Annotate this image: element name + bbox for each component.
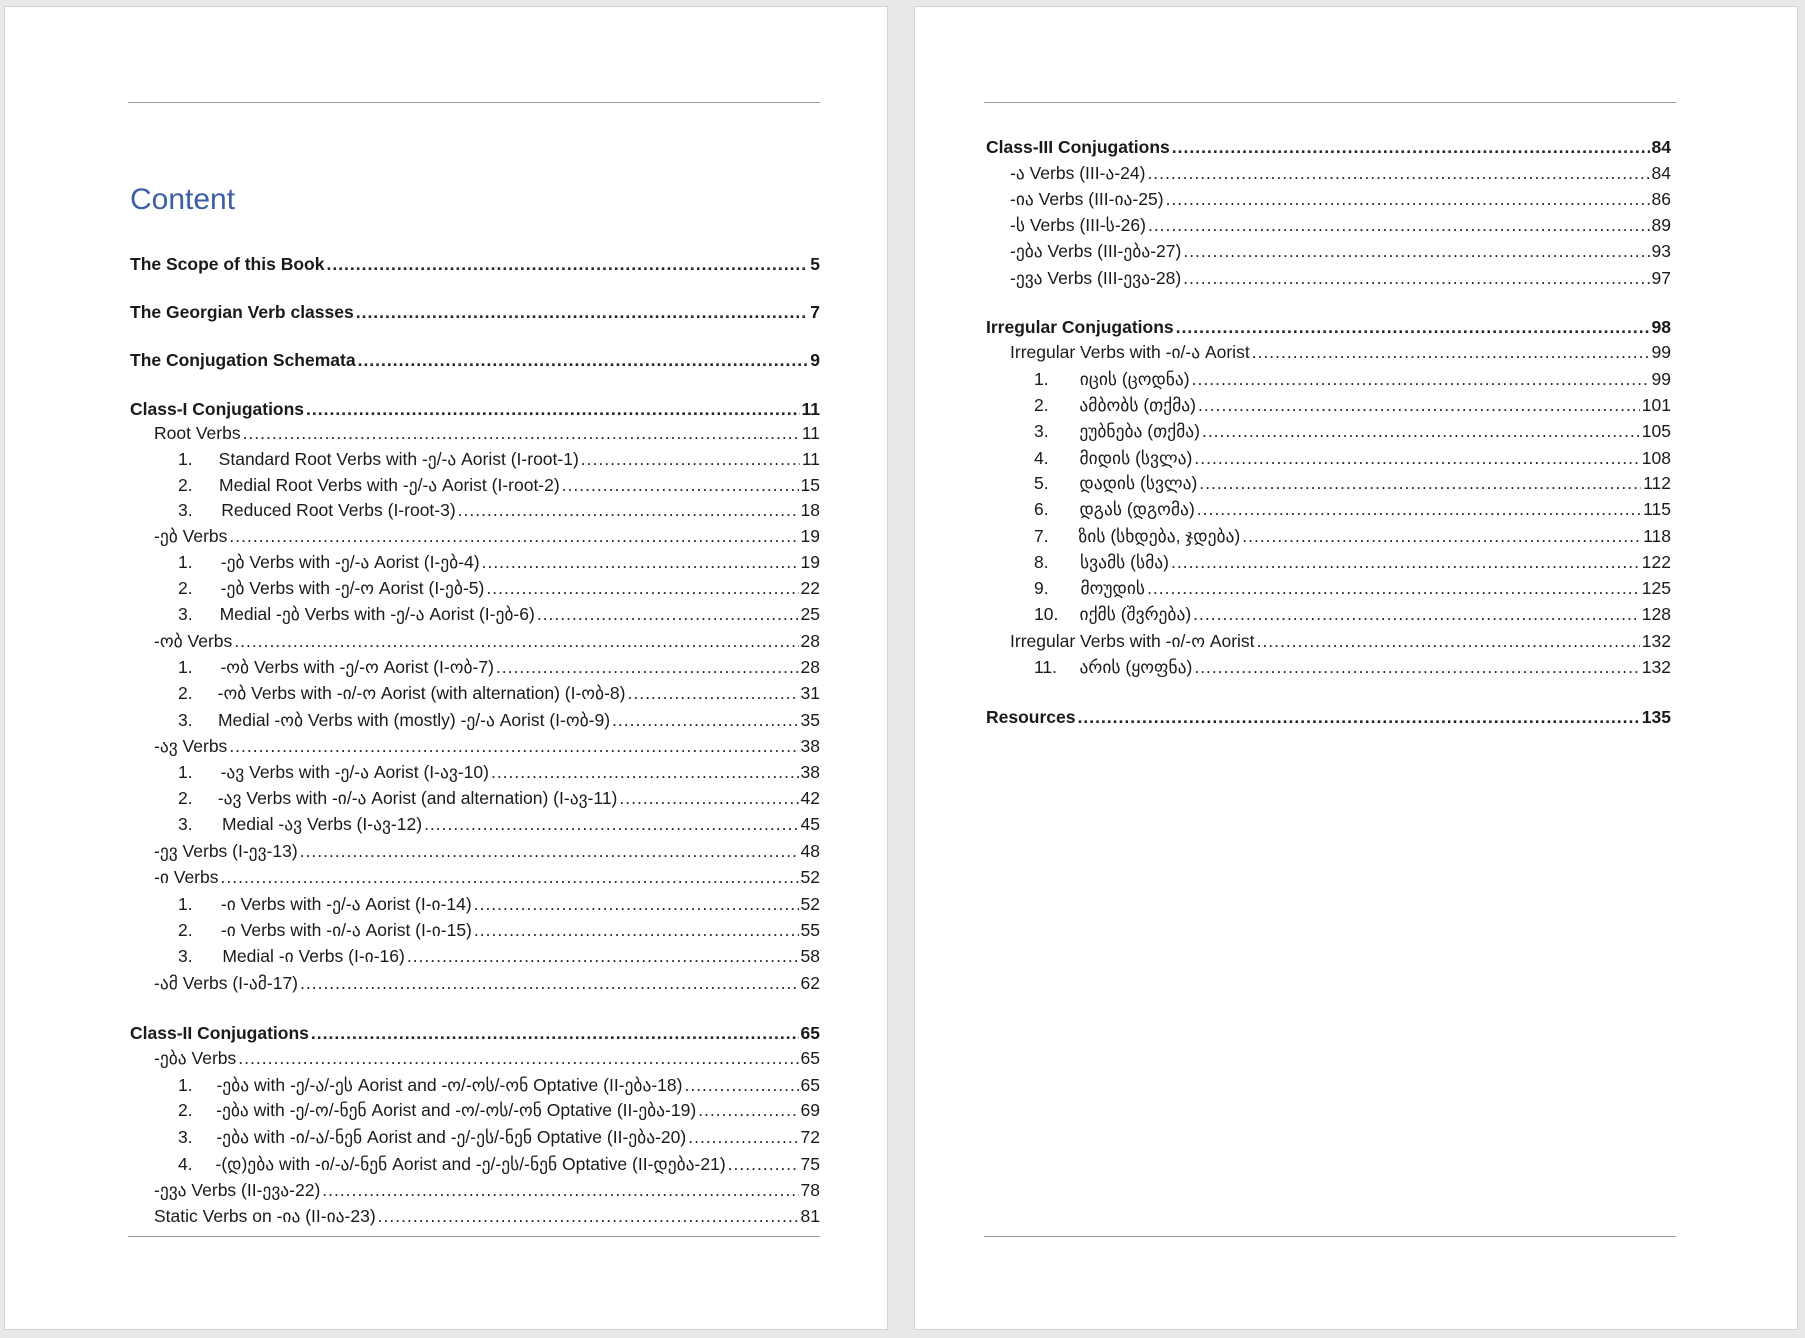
toc-page-number: 72	[800, 1127, 820, 1147]
dot-leader	[1183, 239, 1649, 263]
toc-entry-label: -ავ Verbs with -ე/-ა Aorist (I-ავ-10)	[220, 762, 489, 782]
toc-entry-label: Class-I Conjugations	[130, 399, 305, 419]
toc-page-number: 9	[810, 350, 820, 370]
toc-page-number: 97	[1651, 268, 1671, 288]
dot-leader	[1198, 393, 1640, 417]
toc-entry-number: 2.	[178, 920, 193, 940]
toc-entry[interactable]	[130, 865, 820, 889]
toc-entry-number: 1.	[178, 894, 193, 914]
toc-entry[interactable]	[130, 252, 820, 276]
dot-leader	[229, 524, 798, 548]
dot-leader	[1202, 419, 1640, 443]
toc-entry[interactable]	[130, 655, 820, 679]
toc-page-number: 18	[800, 500, 820, 520]
dot-leader	[458, 498, 799, 522]
toc-page-number: 58	[800, 946, 820, 966]
toc-page-number: 112	[1643, 473, 1671, 493]
dot-leader	[581, 447, 800, 471]
toc-entry[interactable]	[130, 550, 820, 574]
toc-entry-number: 7.	[1034, 526, 1049, 546]
toc-entry[interactable]	[130, 498, 820, 522]
dot-leader	[474, 892, 799, 916]
toc-entry-label: არის (ყოფნა)	[1079, 657, 1193, 677]
toc-page-number: 118	[1643, 526, 1671, 546]
toc-entry[interactable]	[986, 367, 1671, 391]
toc-entry[interactable]	[130, 300, 820, 324]
toc-entry-number: 4.	[178, 1154, 193, 1174]
toc-page-number: 28	[800, 657, 820, 677]
toc-entry[interactable]	[986, 393, 1671, 417]
toc-entry[interactable]	[130, 348, 820, 372]
dot-leader	[1193, 602, 1640, 626]
toc-entry[interactable]	[130, 708, 820, 732]
toc-entry[interactable]	[130, 839, 820, 863]
toc-entry[interactable]	[986, 340, 1671, 364]
footer-rule	[128, 1236, 820, 1237]
toc-entry-label: -ი Verbs with -ე/-ა Aorist (I-ი-14)	[220, 894, 472, 914]
toc-page-number: 45	[800, 814, 820, 834]
toc-page-number: 38	[800, 762, 820, 782]
toc-entry-label: Standard Root Verbs with -ე/-ა Aorist (I-root-1)	[218, 449, 579, 469]
toc-page-number: 101	[1641, 395, 1671, 415]
toc-page-number: 11	[801, 449, 820, 469]
toc-entry-number: 6.	[1034, 499, 1049, 519]
toc-page-number: 65	[800, 1048, 820, 1068]
toc-page-number: 52	[800, 867, 820, 887]
toc-entry-number: 2.	[178, 578, 193, 598]
toc-entry-label: მიდის (სვლა)	[1079, 448, 1193, 468]
toc-entry-number: 1.	[178, 657, 193, 677]
toc-entry[interactable]	[986, 524, 1671, 548]
toc-entry-label: The Georgian Verb classes	[130, 302, 354, 322]
toc-entry[interactable]	[130, 1178, 820, 1202]
toc-page-number: 35	[800, 710, 820, 730]
toc-entry-label: -ევა Verbs (II-ევა-22)	[154, 1180, 321, 1200]
toc-page-number: 108	[1641, 448, 1671, 468]
toc-entry-label: Irregular Verbs with -ი/-ო Aorist	[1010, 631, 1255, 651]
toc-entry-label: Irregular Verbs with -ი/-ა Aorist	[1010, 342, 1250, 362]
dot-leader	[1183, 266, 1649, 290]
toc-entry-number: 4.	[1034, 448, 1049, 468]
toc-entry[interactable]	[986, 705, 1671, 729]
toc-entry[interactable]	[130, 1098, 820, 1122]
toc-page-number: 132	[1641, 631, 1671, 651]
toc-entry-label: სვამს (სმა)	[1080, 552, 1169, 572]
dot-leader	[698, 1098, 798, 1122]
toc-entry-label: -ა Verbs (III-ა-24)	[1010, 163, 1146, 183]
page-title: Content	[130, 183, 236, 216]
toc-page-number: 5	[810, 254, 820, 274]
toc-entry[interactable]	[130, 812, 820, 836]
toc-entry-label: -ია Verbs (III-ია-25)	[1010, 189, 1164, 209]
dot-leader	[221, 865, 799, 889]
document-page-left	[4, 6, 888, 1330]
toc-entry-number: 1.	[1034, 369, 1049, 389]
toc-page-number: 11	[801, 423, 820, 443]
toc-entry-label: The Conjugation Schemata	[130, 350, 356, 370]
toc-entry-number: 10.	[1034, 604, 1059, 624]
toc-entry-label: -ავ Verbs	[154, 736, 228, 756]
toc-entry-number: 5.	[1034, 473, 1049, 493]
toc-page-number: 65	[800, 1075, 820, 1095]
toc-entry-label: Medial -ებ Verbs with -ე/-ა Aorist (I-ებ-6)	[219, 604, 535, 624]
toc-page-number: 25	[800, 604, 820, 624]
toc-entry-label: Medial Root Verbs with -ე/-ა Aorist (I-root-2)	[219, 475, 560, 495]
toc-entry-label: -ობ Verbs with -ე/-ო Aorist (I-ობ-7)	[220, 657, 494, 677]
toc-entry-label: მოუდის	[1080, 578, 1146, 598]
dot-leader	[1172, 135, 1650, 159]
toc-entry-label: -ება with -ე/-ო/-ნენ Aorist and -ო/-ოს/-ონ Optative (II-ება-19)	[216, 1100, 697, 1120]
dot-leader	[306, 397, 799, 421]
dot-leader	[474, 918, 799, 942]
toc-entry-label: -(დ)ება with -ი/-ა/-ნენ Aorist and -ე/-ეს/-ნენ Optative (II-დება-21)	[215, 1154, 726, 1174]
dot-leader	[358, 348, 809, 372]
toc-entry[interactable]	[130, 473, 820, 497]
toc-entry-number: 3.	[178, 604, 193, 624]
toc-entry[interactable]	[986, 419, 1671, 443]
dot-leader	[234, 629, 798, 653]
toc-entry-label: -ება Verbs	[154, 1048, 237, 1068]
toc-entry-label: იცის (ცოდნა)	[1079, 369, 1190, 389]
toc-entry[interactable]	[986, 187, 1671, 211]
toc-entry[interactable]	[986, 213, 1671, 237]
toc-page-number: 69	[800, 1100, 820, 1120]
toc-entry[interactable]	[130, 1204, 820, 1228]
toc-entry-label: -ობ Verbs with -ი/-ო Aorist (with alternation) (I-ობ-8)	[217, 683, 626, 703]
toc-entry-number: 8.	[1034, 552, 1049, 572]
dot-leader	[482, 550, 799, 574]
footer-rule	[984, 1236, 1676, 1237]
toc-page-number: 115	[1643, 499, 1671, 519]
toc-entry[interactable]	[130, 421, 820, 445]
toc-page-number: 125	[1641, 578, 1671, 598]
toc-entry-number: 2.	[178, 788, 193, 808]
toc-page-number: 99	[1651, 369, 1671, 389]
dot-leader	[496, 655, 799, 679]
dot-leader	[1242, 524, 1641, 548]
toc-entry[interactable]	[130, 524, 820, 548]
dot-leader	[1166, 187, 1650, 211]
dot-leader	[1252, 340, 1650, 364]
dot-leader	[407, 944, 799, 968]
toc-entry-number: 1.	[178, 1075, 193, 1095]
toc-entry-label: იქმს (შვრება)	[1079, 604, 1192, 624]
toc-entry-label: -ამ Verbs (I-ამ-17)	[154, 973, 298, 993]
toc-entry[interactable]	[130, 892, 820, 916]
toc-entry-label: -ავ Verbs with -ი/-ა Aorist (and alternation) (I-ავ-11)	[217, 788, 618, 808]
dot-leader	[1171, 550, 1640, 574]
toc-entry[interactable]	[986, 315, 1671, 339]
toc-page-number: 75	[800, 1154, 820, 1174]
toc-entry[interactable]	[130, 971, 820, 995]
toc-entry-number: 3.	[178, 814, 193, 834]
dot-leader	[238, 1046, 798, 1070]
dot-leader	[311, 1021, 799, 1045]
dot-leader	[537, 602, 799, 626]
toc-page-number: 31	[800, 683, 820, 703]
toc-entry-label: -ობ Verbs	[154, 631, 233, 651]
toc-entry[interactable]	[986, 576, 1671, 600]
dot-leader	[1078, 705, 1640, 729]
toc-entry-label: -ებ Verbs with -ე/-ო Aorist (I-ებ-5)	[220, 578, 485, 598]
toc-entry[interactable]	[986, 602, 1671, 626]
dot-leader	[728, 1152, 799, 1176]
toc-entry-label: Medial -ობ Verbs with (mostly) -ე/-ა Aorist (I-ობ-9)	[217, 710, 611, 730]
toc-entry-number: 3.	[178, 946, 193, 966]
toc-entry-label: Root Verbs	[154, 423, 241, 443]
toc-entry-label: Irregular Conjugations	[986, 317, 1174, 337]
dot-leader	[619, 786, 798, 810]
toc-entry[interactable]	[130, 734, 820, 758]
toc-entry-label: ეუბნება (თქმა)	[1079, 421, 1200, 441]
toc-entry-number: 1.	[178, 449, 193, 469]
toc-page-number: 19	[800, 552, 820, 572]
toc-entry[interactable]	[986, 161, 1671, 185]
toc-page-number: 11	[801, 399, 820, 419]
toc-page-number: 84	[1651, 137, 1671, 157]
table-of-contents	[130, 7, 820, 1267]
dot-leader	[486, 576, 798, 600]
toc-entry-label: -ევ Verbs (I-ევ-13)	[154, 841, 298, 861]
toc-entry[interactable]	[130, 1021, 820, 1045]
toc-entry-number: 3.	[178, 710, 193, 730]
dot-leader	[300, 839, 799, 863]
dot-leader	[1148, 213, 1650, 237]
toc-entry-number: 3.	[178, 1127, 193, 1147]
toc-page-number: 99	[1651, 342, 1671, 362]
toc-entry-number: 9.	[1034, 578, 1049, 598]
toc-entry-label: Static Verbs on -ია (II-ია-23)	[154, 1206, 376, 1226]
toc-entry-label: -ს Verbs (III-ს-26)	[1010, 215, 1146, 235]
dot-leader	[1194, 446, 1639, 470]
toc-page-number: 93	[1651, 241, 1671, 261]
toc-entry-number: 1.	[178, 762, 193, 782]
toc-page-number: 38	[800, 736, 820, 756]
toc-entry[interactable]	[130, 1152, 820, 1176]
toc-entry[interactable]	[130, 576, 820, 600]
toc-entry[interactable]	[130, 786, 820, 810]
toc-entry-number: 2.	[178, 475, 193, 495]
dot-leader	[378, 1204, 799, 1228]
toc-page-number: 52	[800, 894, 820, 914]
table-of-contents	[986, 7, 1671, 1267]
toc-page-number: 42	[800, 788, 820, 808]
dot-leader	[229, 734, 798, 758]
toc-page-number: 62	[800, 973, 820, 993]
toc-entry[interactable]	[986, 446, 1671, 470]
toc-entry-number: 3.	[178, 500, 193, 520]
toc-page-number: 135	[1641, 707, 1671, 727]
toc-entry-label: -ება Verbs (III-ება-27)	[1010, 241, 1182, 261]
toc-entry-number: 1.	[178, 552, 193, 572]
toc-entry-label: -ი Verbs with -ი/-ა Aorist (I-ი-15)	[220, 920, 472, 940]
toc-entry-label: The Scope of this Book	[130, 254, 325, 274]
toc-entry-number: 2.	[178, 683, 193, 703]
toc-entry[interactable]	[986, 471, 1671, 495]
dot-leader	[1199, 471, 1641, 495]
dot-leader	[1147, 161, 1649, 185]
dot-leader	[1257, 629, 1640, 653]
toc-page-number: 55	[800, 920, 820, 940]
dot-leader	[627, 681, 798, 705]
toc-entry-number: 3.	[1034, 421, 1049, 441]
toc-entry[interactable]	[986, 266, 1671, 290]
dot-leader	[326, 252, 808, 276]
dot-leader	[1194, 655, 1639, 679]
toc-entry-label: -ევა Verbs (III-ევა-28)	[1010, 268, 1182, 288]
dot-leader	[322, 1178, 798, 1202]
toc-entry[interactable]	[130, 1046, 820, 1070]
toc-page-number: 105	[1641, 421, 1671, 441]
dot-leader	[684, 1073, 798, 1097]
toc-page-number: 28	[800, 631, 820, 651]
toc-entry[interactable]	[130, 629, 820, 653]
toc-entry[interactable]	[986, 629, 1671, 653]
toc-page-number: 7	[810, 302, 820, 322]
toc-entry-label: Medial -ავ Verbs (I-ავ-12)	[221, 814, 423, 834]
toc-page-number: 84	[1651, 163, 1671, 183]
dot-leader	[1176, 315, 1650, 339]
toc-entry-label: დადის (სვლა)	[1079, 473, 1198, 493]
toc-page-number: 128	[1641, 604, 1671, 624]
toc-entry[interactable]	[130, 602, 820, 626]
toc-page-number: 78	[800, 1180, 820, 1200]
toc-entry-number: 11.	[1034, 657, 1058, 677]
dot-leader	[1197, 497, 1641, 521]
toc-entry-label: ამბობს (თქმა)	[1079, 395, 1197, 415]
dot-leader	[612, 708, 798, 732]
toc-page-number: 65	[800, 1023, 820, 1043]
toc-entry[interactable]	[130, 397, 820, 421]
toc-entry-label: -ება with -ი/-ა/-ნენ Aorist and -ე/-ეს/-ნენ Optative (II-ება-20)	[216, 1127, 687, 1147]
toc-entry-label: -ებ Verbs with -ე/-ა Aorist (I-ებ-4)	[220, 552, 480, 572]
dot-leader	[243, 421, 800, 445]
toc-entry-label: -ი Verbs	[154, 867, 219, 887]
toc-page-number: 86	[1651, 189, 1671, 209]
toc-page-number: 122	[1641, 552, 1671, 572]
toc-page-number: 15	[800, 475, 820, 495]
toc-page-number: 89	[1651, 215, 1671, 235]
toc-entry-label: დგას (დგომა)	[1079, 499, 1195, 519]
dot-leader	[562, 473, 799, 497]
toc-entry-number: 2.	[178, 1100, 193, 1120]
toc-entry-label: Class-II Conjugations	[130, 1023, 309, 1043]
toc-page-number: 98	[1651, 317, 1671, 337]
toc-entry[interactable]	[986, 550, 1671, 574]
toc-entry-label: ზის (სხდება, ჯდება)	[1078, 526, 1241, 546]
toc-entry[interactable]	[986, 239, 1671, 263]
toc-entry-label: Reduced Root Verbs (I-root-3)	[221, 500, 456, 520]
toc-page-number: 22	[800, 578, 820, 598]
toc-entry[interactable]	[130, 1125, 820, 1149]
toc-entry[interactable]	[130, 944, 820, 968]
dot-leader	[300, 971, 799, 995]
dot-leader	[356, 300, 809, 324]
toc-entry-label: -ებ Verbs	[154, 526, 228, 546]
toc-page-number: 48	[800, 841, 820, 861]
toc-page-number: 19	[800, 526, 820, 546]
toc-entry[interactable]	[986, 655, 1671, 679]
dot-leader	[1147, 576, 1640, 600]
toc-entry-label: Class-III Conjugations	[986, 137, 1170, 157]
dot-leader	[1192, 367, 1650, 391]
dot-leader	[491, 760, 799, 784]
toc-entry[interactable]	[986, 135, 1671, 159]
toc-entry[interactable]	[130, 918, 820, 942]
dot-leader	[424, 812, 798, 836]
dot-leader	[688, 1125, 798, 1149]
toc-entry-label: Resources	[986, 707, 1076, 727]
toc-entry[interactable]	[130, 681, 820, 705]
toc-entry-label: -ება with -ე/-ა/-ეს Aorist and -ო/-ოს/-ონ Optative (II-ება-18)	[216, 1075, 683, 1095]
document-page-right	[914, 6, 1798, 1330]
toc-entry-number: 2.	[1034, 395, 1049, 415]
toc-page-number: 81	[800, 1206, 820, 1226]
toc-entry[interactable]	[130, 1073, 820, 1097]
toc-entry[interactable]	[986, 497, 1671, 521]
toc-page-number: 132	[1641, 657, 1671, 677]
toc-entry[interactable]	[130, 447, 820, 471]
toc-entry-label: Medial -ი Verbs (I-ი-16)	[222, 946, 405, 966]
toc-entry[interactable]	[130, 760, 820, 784]
